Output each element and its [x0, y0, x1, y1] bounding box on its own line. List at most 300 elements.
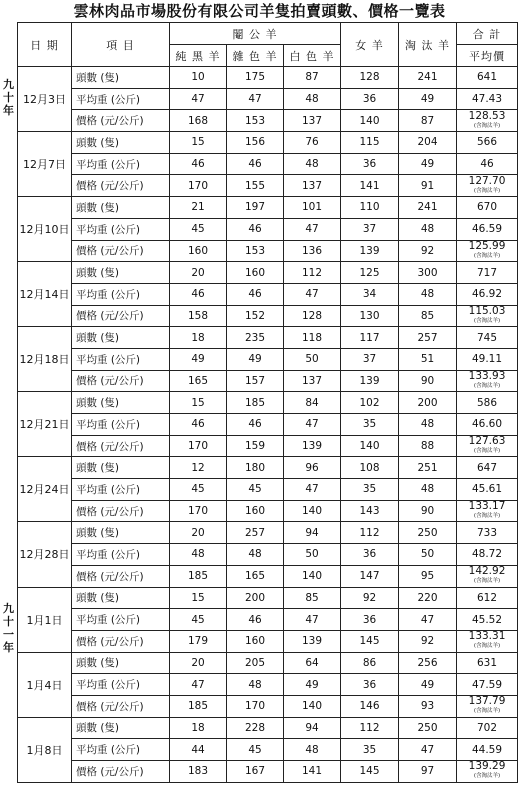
header-cull: 淘 汰 羊: [399, 23, 457, 67]
table-cell: 137: [284, 110, 341, 132]
auction-date: 12月3日: [18, 67, 72, 132]
table-cell: 112: [341, 717, 399, 739]
auction-date: 12月18日: [18, 327, 72, 392]
table-cell: 158: [170, 305, 227, 327]
auction-date: 12月21日: [18, 392, 72, 457]
table-cell: 48: [399, 479, 457, 501]
average-price-cell: [457, 565, 518, 587]
item-label-price: 價格 (元/公斤): [72, 175, 170, 197]
item-label-price: 價格 (元/公斤): [72, 110, 170, 132]
table-cell: 48: [284, 88, 341, 110]
table-row: [18, 761, 518, 783]
table-cell: 108: [341, 457, 399, 479]
table-row: [18, 479, 518, 501]
table-cell: 87: [399, 110, 457, 132]
table-cell: 228: [227, 717, 284, 739]
average-price-value: 128.53: [468, 109, 506, 122]
table-cell: 160: [227, 630, 284, 652]
table-row: [18, 240, 518, 262]
item-label-average-weight: 平均重 (公斤): [72, 283, 170, 305]
year-label-90: 九 十 年: [3, 78, 14, 117]
item-label-average-weight: 平均重 (公斤): [72, 674, 170, 696]
table-cell: 36: [341, 609, 399, 631]
table-cell: 175: [227, 67, 284, 89]
table-cell: 204: [399, 132, 457, 154]
item-label-price: 價格 (元/公斤): [72, 370, 170, 392]
average-price-value: 137.79: [468, 695, 506, 708]
header-total: 合 計: [457, 23, 518, 45]
table-cell: 21: [170, 197, 227, 219]
item-label-average-weight: 平均重 (公斤): [72, 609, 170, 631]
table-row: [18, 153, 518, 175]
table-cell: 170: [227, 695, 284, 717]
table-cell: 15: [170, 587, 227, 609]
table-row: [18, 305, 518, 327]
table-cell: 257: [399, 327, 457, 349]
header-ram-group: 閹 公 羊: [170, 23, 341, 45]
table-cell: 47: [284, 479, 341, 501]
table-row: [18, 110, 518, 132]
table-cell: 48: [227, 674, 284, 696]
item-label-head-count: 頭數 (隻): [72, 327, 170, 349]
average-price-cell: [457, 500, 518, 522]
table-cell: 101: [284, 197, 341, 219]
table-cell: 15: [170, 132, 227, 154]
table-cell: 92: [399, 630, 457, 652]
table-row: [18, 522, 518, 544]
average-price-cell: [457, 695, 518, 717]
auction-date: 12月24日: [18, 457, 72, 522]
table-cell: 48: [399, 218, 457, 240]
table-cell: 143: [341, 500, 399, 522]
table-cell: 140: [284, 565, 341, 587]
table-cell: 46: [170, 153, 227, 175]
table-cell: 167: [227, 761, 284, 783]
table-cell: 118: [284, 327, 341, 349]
table-cell: 88: [399, 435, 457, 457]
auction-date: 1月8日: [18, 717, 72, 782]
table-cell: 97: [399, 761, 457, 783]
table-row: [18, 197, 518, 219]
table-cell: 46: [170, 414, 227, 436]
table-cell: 95: [399, 565, 457, 587]
table-row: [18, 262, 518, 284]
table-cell: 94: [284, 717, 341, 739]
table-cell: 257: [227, 522, 284, 544]
header-item: 項 目: [72, 23, 170, 67]
table-cell: 47: [284, 218, 341, 240]
table-cell: 139: [341, 240, 399, 262]
average-price-value: 127.70: [468, 174, 506, 187]
table-row: [18, 132, 518, 154]
table-row: [18, 218, 518, 240]
table-cell: 47: [284, 414, 341, 436]
table-cell: 183: [170, 761, 227, 783]
item-label-average-weight: 平均重 (公斤): [72, 348, 170, 370]
includes-cull-note: (含淘汰羊): [473, 773, 501, 780]
table-cell: 168: [170, 110, 227, 132]
average-price-value: 133.17: [468, 500, 506, 513]
includes-cull-note: (含淘汰羊): [473, 448, 501, 455]
table-cell: 46: [170, 283, 227, 305]
table-row: [18, 565, 518, 587]
table-row: [18, 652, 518, 674]
table-cell: 49: [227, 348, 284, 370]
item-label-price: 價格 (元/公斤): [72, 630, 170, 652]
table-row: [18, 695, 518, 717]
auction-date: 1月4日: [18, 652, 72, 717]
table-cell: 152: [227, 305, 284, 327]
item-label-head-count: 頭數 (隻): [72, 67, 170, 89]
table-cell: 50: [284, 544, 341, 566]
table-cell: 250: [399, 522, 457, 544]
table-cell: 47: [284, 609, 341, 631]
item-label-head-count: 頭數 (隻): [72, 457, 170, 479]
item-label-average-weight: 平均重 (公斤): [72, 414, 170, 436]
item-label-average-weight: 平均重 (公斤): [72, 739, 170, 761]
item-label-head-count: 頭數 (隻): [72, 132, 170, 154]
table-cell: 86: [341, 652, 399, 674]
table-cell: 48.72: [457, 544, 518, 566]
table-cell: 128: [284, 305, 341, 327]
table-cell: 18: [170, 717, 227, 739]
table-row: [18, 739, 518, 761]
table-cell: 94: [284, 522, 341, 544]
table-row: [18, 175, 518, 197]
table-cell: 20: [170, 652, 227, 674]
table-cell: 36: [341, 153, 399, 175]
table-cell: 45: [227, 739, 284, 761]
table-cell: 586: [457, 392, 518, 414]
includes-cull-note: (含淘汰羊): [473, 513, 501, 520]
table-cell: 20: [170, 262, 227, 284]
table-cell: 92: [399, 240, 457, 262]
table-cell: 46: [227, 283, 284, 305]
table-cell: 49: [284, 674, 341, 696]
auction-table: [17, 22, 518, 783]
table-cell: 49: [170, 348, 227, 370]
table-cell: 180: [227, 457, 284, 479]
table-cell: 96: [284, 457, 341, 479]
table-cell: 47: [399, 609, 457, 631]
table-cell: 250: [399, 717, 457, 739]
average-price-value: 139.29: [468, 760, 506, 773]
table-cell: 170: [170, 500, 227, 522]
table-cell: 566: [457, 132, 518, 154]
table-cell: 641: [457, 67, 518, 89]
table-row: [18, 88, 518, 110]
table-cell: 46: [457, 153, 518, 175]
table-row: [18, 500, 518, 522]
header-ewe: 女 羊: [341, 23, 399, 67]
table-row: [18, 370, 518, 392]
table-cell: 48: [170, 544, 227, 566]
auction-date: 12月7日: [18, 132, 72, 197]
item-label-average-weight: 平均重 (公斤): [72, 479, 170, 501]
table-cell: 76: [284, 132, 341, 154]
table-cell: 155: [227, 175, 284, 197]
average-price-value: 125.99: [468, 240, 506, 252]
table-cell: 165: [227, 565, 284, 587]
table-cell: 49: [399, 674, 457, 696]
table-cell: 35: [341, 414, 399, 436]
table-cell: 110: [341, 197, 399, 219]
table-cell: 49.11: [457, 348, 518, 370]
year-label-91: 九 十 一 年: [3, 602, 14, 654]
table-row: [18, 609, 518, 631]
table-row: [18, 327, 518, 349]
item-label-head-count: 頭數 (隻): [72, 522, 170, 544]
table-cell: 147: [341, 565, 399, 587]
table-cell: 146: [341, 695, 399, 717]
table-cell: 670: [457, 197, 518, 219]
table-cell: 15: [170, 392, 227, 414]
includes-cull-note: (含淘汰羊): [473, 317, 501, 324]
table-cell: 49: [399, 153, 457, 175]
table-cell: 50: [399, 544, 457, 566]
includes-cull-note: (含淘汰羊): [473, 708, 501, 715]
table-row: [18, 544, 518, 566]
table-cell: 631: [457, 652, 518, 674]
table-cell: 36: [341, 674, 399, 696]
includes-cull-note: (含淘汰羊): [473, 252, 501, 259]
table-cell: 185: [170, 695, 227, 717]
table-cell: 185: [227, 392, 284, 414]
table-cell: 612: [457, 587, 518, 609]
table-cell: 36: [341, 88, 399, 110]
table-cell: 12: [170, 457, 227, 479]
table-cell: 140: [284, 500, 341, 522]
table-cell: 156: [227, 132, 284, 154]
item-label-price: 價格 (元/公斤): [72, 761, 170, 783]
table-cell: 137: [284, 175, 341, 197]
auction-date: 12月10日: [18, 197, 72, 262]
table-cell: 47: [170, 674, 227, 696]
table-cell: 160: [227, 262, 284, 284]
table-cell: 197: [227, 197, 284, 219]
average-price-cell: [457, 110, 518, 132]
table-cell: 140: [341, 110, 399, 132]
table-cell: 37: [341, 348, 399, 370]
table-cell: 48: [284, 153, 341, 175]
table-cell: 92: [341, 587, 399, 609]
item-label-average-weight: 平均重 (公斤): [72, 218, 170, 240]
table-cell: 45: [170, 479, 227, 501]
table-cell: 153: [227, 240, 284, 262]
table-cell: 46.59: [457, 218, 518, 240]
item-label-head-count: 頭數 (隻): [72, 717, 170, 739]
table-cell: 18: [170, 327, 227, 349]
table-cell: 137: [284, 370, 341, 392]
table-cell: 139: [284, 435, 341, 457]
table-cell: 102: [341, 392, 399, 414]
table-cell: 47: [170, 88, 227, 110]
table-row: [18, 717, 518, 739]
table-cell: 47.43: [457, 88, 518, 110]
table-cell: 702: [457, 717, 518, 739]
table-cell: 90: [399, 500, 457, 522]
table-cell: 256: [399, 652, 457, 674]
table-cell: 34: [341, 283, 399, 305]
table-cell: 64: [284, 652, 341, 674]
table-cell: 112: [284, 262, 341, 284]
table-row: [18, 435, 518, 457]
table-row: [18, 67, 518, 89]
table-cell: 241: [399, 67, 457, 89]
table-cell: 235: [227, 327, 284, 349]
table-row: [18, 457, 518, 479]
average-price-value: 142.92: [468, 565, 506, 578]
table-cell: 48: [284, 739, 341, 761]
table-cell: 140: [284, 695, 341, 717]
table-cell: 51: [399, 348, 457, 370]
table-cell: 200: [399, 392, 457, 414]
table-cell: 35: [341, 479, 399, 501]
table-cell: 47: [227, 88, 284, 110]
table-row: [18, 674, 518, 696]
table-cell: 48: [399, 414, 457, 436]
table-row: [18, 283, 518, 305]
table-cell: 46.60: [457, 414, 518, 436]
table-cell: 170: [170, 435, 227, 457]
item-label-head-count: 頭數 (隻): [72, 587, 170, 609]
item-label-average-weight: 平均重 (公斤): [72, 88, 170, 110]
table-cell: 140: [341, 435, 399, 457]
average-price-cell: [457, 435, 518, 457]
table-cell: 112: [341, 522, 399, 544]
item-label-average-weight: 平均重 (公斤): [72, 153, 170, 175]
average-price-cell: [457, 305, 518, 327]
item-label-head-count: 頭數 (隻): [72, 262, 170, 284]
table-cell: 157: [227, 370, 284, 392]
table-cell: 46: [227, 218, 284, 240]
table-cell: 136: [284, 240, 341, 262]
table-cell: 47: [284, 283, 341, 305]
table-cell: 130: [341, 305, 399, 327]
header-date: 日 期: [18, 23, 72, 67]
table-cell: 87: [284, 67, 341, 89]
includes-cull-note: (含淘汰羊): [473, 187, 501, 194]
table-cell: 37: [341, 218, 399, 240]
auction-date: 12月14日: [18, 262, 72, 327]
item-label-head-count: 頭數 (隻): [72, 652, 170, 674]
table-cell: 170: [170, 175, 227, 197]
table-cell: 745: [457, 327, 518, 349]
table-cell: 44: [170, 739, 227, 761]
table-cell: 90: [399, 370, 457, 392]
table-cell: 159: [227, 435, 284, 457]
auction-date: 12月28日: [18, 522, 72, 587]
table-cell: 117: [341, 327, 399, 349]
table-cell: 91: [399, 175, 457, 197]
table-cell: 45: [170, 609, 227, 631]
table-cell: 49: [399, 88, 457, 110]
header-ram-black: 純 黑 羊: [170, 45, 227, 67]
table-cell: 45.52: [457, 609, 518, 631]
average-price-cell: [457, 240, 518, 262]
table-cell: 128: [341, 67, 399, 89]
item-label-price: 價格 (元/公斤): [72, 500, 170, 522]
average-price-value: 133.31: [468, 630, 506, 643]
table-cell: 46.92: [457, 283, 518, 305]
table-cell: 145: [341, 630, 399, 652]
includes-cull-note: (含淘汰羊): [473, 578, 501, 585]
table-cell: 93: [399, 695, 457, 717]
table-cell: 300: [399, 262, 457, 284]
table-cell: 48: [227, 544, 284, 566]
item-label-price: 價格 (元/公斤): [72, 240, 170, 262]
table-cell: 141: [284, 761, 341, 783]
table-row: [18, 630, 518, 652]
table-cell: 45: [170, 218, 227, 240]
table-row: [18, 392, 518, 414]
average-price-value: 115.03: [468, 305, 506, 317]
table-cell: 241: [399, 197, 457, 219]
header-ram-white: 白 色 羊: [284, 45, 341, 67]
table-cell: 45: [227, 479, 284, 501]
table-cell: 160: [227, 500, 284, 522]
table-cell: 185: [170, 565, 227, 587]
average-price-value: 127.63: [468, 435, 506, 448]
includes-cull-note: (含淘汰羊): [473, 382, 501, 389]
table-cell: 48: [399, 283, 457, 305]
includes-cull-note: (含淘汰羊): [473, 122, 501, 129]
average-price-value: 133.93: [468, 370, 506, 382]
table-cell: 50: [284, 348, 341, 370]
header-average-price: 平均價: [457, 45, 518, 67]
average-price-cell: [457, 630, 518, 652]
table-cell: 85: [399, 305, 457, 327]
table-row: [18, 348, 518, 370]
table-cell: 115: [341, 132, 399, 154]
includes-cull-note: (含淘汰羊): [473, 643, 501, 650]
table-cell: 733: [457, 522, 518, 544]
average-price-cell: [457, 761, 518, 783]
table-cell: 647: [457, 457, 518, 479]
table-cell: 45.61: [457, 479, 518, 501]
table-cell: 200: [227, 587, 284, 609]
table-cell: 10: [170, 67, 227, 89]
table-cell: 139: [341, 370, 399, 392]
table-cell: 46: [227, 153, 284, 175]
table-cell: 20: [170, 522, 227, 544]
table-cell: 46: [227, 609, 284, 631]
item-label-price: 價格 (元/公斤): [72, 695, 170, 717]
average-price-cell: [457, 370, 518, 392]
average-price-cell: [457, 175, 518, 197]
table-cell: 125: [341, 262, 399, 284]
table-cell: 717: [457, 262, 518, 284]
table-cell: 36: [341, 544, 399, 566]
page-title: 雲林肉品市場股份有限公司羊隻拍賣頭數、價格一覽表: [73, 2, 446, 20]
item-label-price: 價格 (元/公斤): [72, 305, 170, 327]
table-cell: 141: [341, 175, 399, 197]
table-cell: 47.59: [457, 674, 518, 696]
table-cell: 145: [341, 761, 399, 783]
item-label-head-count: 頭數 (隻): [72, 392, 170, 414]
table-cell: 46: [227, 414, 284, 436]
table-cell: 47: [399, 739, 457, 761]
auction-date: 1月1日: [18, 587, 72, 652]
item-label-average-weight: 平均重 (公斤): [72, 544, 170, 566]
item-label-head-count: 頭數 (隻): [72, 197, 170, 219]
table-row: [18, 414, 518, 436]
table-cell: 85: [284, 587, 341, 609]
table-cell: 220: [399, 587, 457, 609]
table-cell: 84: [284, 392, 341, 414]
table-cell: 153: [227, 110, 284, 132]
table-row: [18, 587, 518, 609]
